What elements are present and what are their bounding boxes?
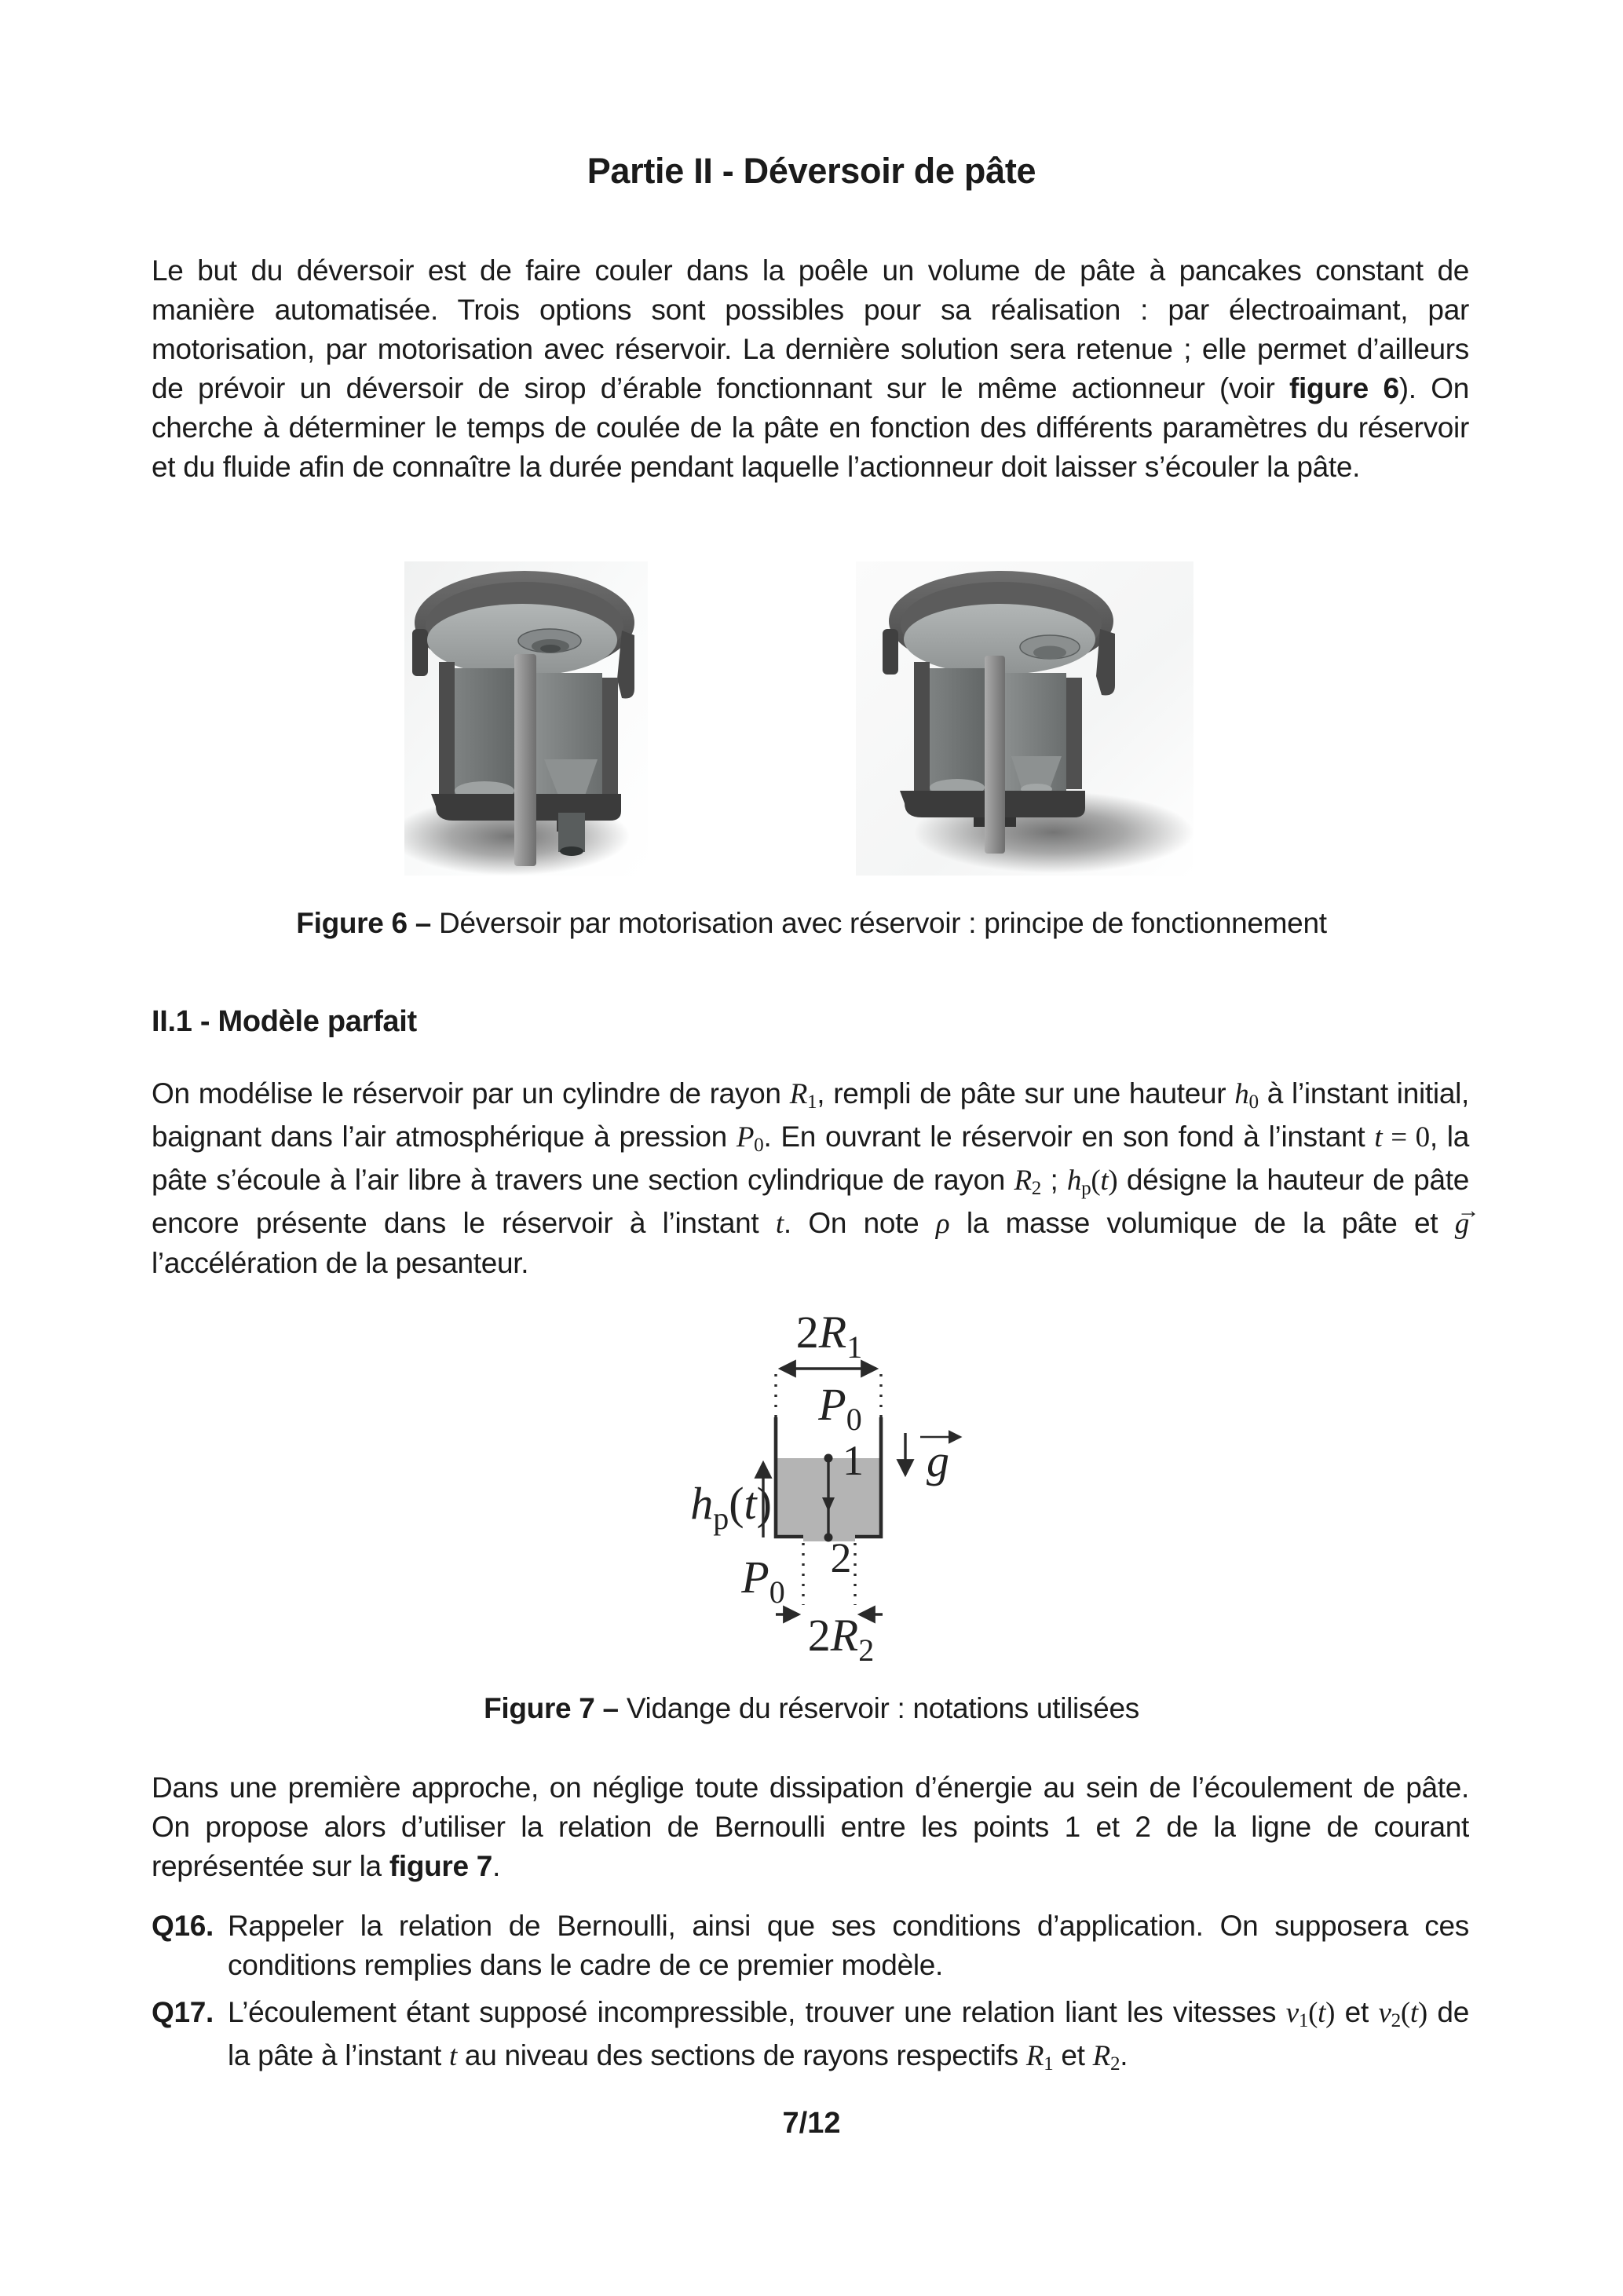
figure6-right-cavity — [930, 668, 985, 792]
question-q16 — [152, 1907, 1469, 1985]
label-point-1: 1 — [843, 1437, 864, 1484]
point-1-dot — [824, 1454, 833, 1463]
figure6-caption — [0, 907, 1623, 940]
figure6-right-wall — [914, 662, 930, 795]
question-q16-label: Q16. — [152, 1910, 214, 1942]
figure6-left-wall — [439, 662, 455, 800]
figure6-right-render — [856, 561, 1193, 876]
approach-paragraph: Dans une première approche, on néglige toute dissipation d’énergie au sein de l’écoulement de pâte. On propose alors d’utiliser la relation de Bernoulli entre les points 1 et 2 de la ligne de courant représentée sur la figure 7. — [152, 1771, 1469, 1882]
label-p0-bottom: $P_0$ — [741, 1552, 785, 1610]
figure7-caption-text: Vidange du réservoir : notations utilisées — [618, 1692, 1139, 1724]
section-heading: II.1 - Modèle parfait — [152, 1005, 417, 1038]
figure6-caption-text: Déversoir par motorisation avec réservoir : principe de fonctionnement — [431, 907, 1327, 939]
question-q17-label: Q17. — [152, 1996, 214, 2028]
page-title: Partie II - Déversoir de pâte — [587, 151, 1036, 191]
figure7-diagram — [644, 1296, 974, 1673]
question-q16-text: Rappeler la relation de Bernoulli, ainsi que ses conditions d’application. On supposera ces conditions remplies dans le cadre de ce premier modèle. — [228, 1910, 1469, 1981]
figure6-left-render — [404, 561, 648, 876]
figure6-left-cavity — [455, 668, 514, 795]
label-2r1: $2R_1$ — [795, 1307, 863, 1365]
question-q17 — [152, 1993, 1469, 2079]
figure7-caption — [0, 1692, 1623, 1725]
intro-paragraph: Le but du déversoir est de faire couler dans la poêle un volume de pâte à pancakes constant de manière automatisée. Trois options sont possibles pour sa réalisation : par électroaimant, par motorisation, par motorisation avec réservoir. La dernière solution sera retenue ; elle permet d’ailleurs de prévoir un déversoir de sirop d’érable fonctionnant sur le même actionneur (voir figure 6). On cherche à déterminer le temps de coulée de la pâte en fonction des différents paramètres du réservoir et du fluide afin de connaître la durée pendant laquelle l’actionneur doit laisser s’écouler la pâte. — [152, 254, 1469, 483]
label-hp: $h_p(t)$ — [690, 1478, 772, 1536]
figure6-caption-prefix: Figure 6 – — [296, 907, 432, 939]
label-p0-top: $P_0$ — [818, 1379, 862, 1437]
figure7-caption-prefix: Figure 7 – — [484, 1692, 619, 1724]
figure6-left-nozzle — [558, 813, 585, 852]
label-g: g — [927, 1435, 949, 1486]
question-q17-text: L’écoulement étant supposé incompressible, trouver une relation liant les vitesses v1(t) et v2(t) de la pâte à l’instant t au niveau des sections de rayons respectifs R1 et R2. — [228, 1996, 1469, 2075]
label-2r2: $2R_2$ — [807, 1610, 875, 1668]
model-paragraph: On modélise le réservoir par un cylindre de rayon R1, rempli de pâte sur une hauteur h0 à l’instant initial, baignant dans l’air atmosphérique à pression P0. En ouvrant le réservoir en son fond à l’instant t = 0, la pâte s’écoule à l’air libre à travers une section cylindrique de rayon R2 ; hp(t) désigne la hauteur de pâte encore présente dans le réservoir à l’instant t. On note ρ la masse volumique de la pâte et g → l’accélération de la pesanteur. — [152, 1074, 1469, 1283]
page-number: 7/12 — [782, 2107, 841, 2140]
label-point-2: 2 — [830, 1534, 852, 1581]
figure6-right-rod — [985, 656, 1005, 854]
figure6-left-rod — [514, 654, 536, 866]
